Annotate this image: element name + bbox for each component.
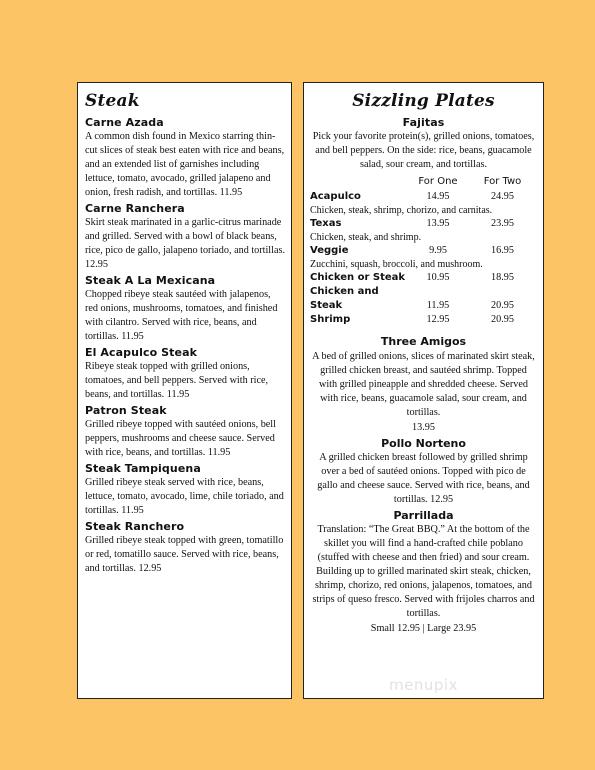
price-for-one: 14.95	[426, 191, 450, 202]
price-for-two: 23.95	[491, 218, 514, 229]
parrillada-title: Parrillada	[393, 509, 454, 522]
price-for-one: 10.95	[426, 272, 450, 283]
fajitas-price-table	[310, 174, 537, 327]
fajita-name: Veggie	[310, 245, 349, 256]
sizzling-plates-panel	[303, 82, 544, 699]
for-one-header: For One	[418, 176, 458, 187]
for-two-header: For Two	[483, 176, 522, 187]
steak-item-name: Steak A La Mexicana	[85, 274, 216, 287]
steak-item-description: Skirt steak marinated in a garlic-citrus marinade and grilled. Served with a bowl of black beans, rice, pico de gallo, jalapeno toriado, and tortillas. 12.95	[85, 217, 286, 270]
price-for-two: 20.95	[491, 300, 514, 311]
fajita-row	[310, 313, 537, 327]
parrillada-description: Translation: “The Great BBQ.” At the bottom of the skillet you will find a hand-crafted chile poblano (stuffed with cheese and then fried) and sour cream. Building up to grilled marinated skirt steak, chicken, shrimp, chorizo, red onions, jalapenos, tomatoes, and strips of queso fresco. Served with frijoles charros and tortillas.	[312, 524, 535, 619]
three-amigos-title: Three Amigos	[380, 335, 467, 348]
fajita-note: Chicken, steak, and shrimp.	[310, 232, 422, 243]
pollo-norteno-title: Pollo Norteno	[381, 437, 466, 450]
fajita-row	[310, 271, 537, 285]
fajita-rows	[310, 190, 537, 327]
steak-item-description: Ribeye steak topped with grilled onions, tomatoes, and bell peppers. Served with rice, beans, and tortillas. 11.95	[85, 361, 269, 400]
fajita-note: Zucchini, squash, broccoli, and mushroom.	[310, 259, 483, 270]
fajita-note: Chicken, steak, shrimp, chorizo, and carnitas.	[310, 205, 493, 216]
fajitas-title: Fajitas	[402, 116, 445, 129]
price-for-two: 24.95	[491, 191, 514, 202]
fajita-name: Chicken and Steak	[310, 286, 379, 311]
steak-items	[85, 115, 285, 576]
fajita-name: Shrimp	[310, 314, 351, 325]
price-for-one: 12.95	[426, 314, 450, 325]
steak-item-name: El Acapulco Steak	[85, 346, 198, 359]
price-for-two: 20.95	[491, 314, 514, 325]
parrillada-sizes: Small 12.95 | Large 23.95	[370, 623, 477, 634]
fajita-name: Chicken or Steak	[310, 272, 406, 283]
steak-item-description: Grilled ribeye steak served with rice, beans, lettuce, tomato, avocado, lime, chile toriado, and tortillas. 11.95	[85, 477, 284, 516]
three-amigos-price: 13.95	[412, 422, 435, 433]
sizzling-plates-title: Sizzling Plates	[352, 91, 495, 111]
price-for-one: 11.95	[426, 300, 450, 311]
three-amigos-description: A bed of grilled onions, slices of marinated skirt steak, grilled chicken breast, and sautéed shrimp. Topped with grilled pineapple and shredded cheese. Served with rice, beans, guacamole salad, sour cream, and tortillas.	[312, 351, 535, 418]
steak-item-name: Steak Ranchero	[85, 520, 185, 533]
steak-panel	[77, 82, 292, 699]
fajitas-description: Pick your favorite protein(s), grilled onions, tomatoes, and bell peppers. On the side: rice, beans, guacamole salad, sour cream, and tortillas.	[312, 131, 535, 170]
fajita-name: Acapulco	[310, 191, 361, 202]
steak-item-name: Carne Ranchera	[85, 202, 185, 215]
fajita-row	[310, 285, 537, 313]
fajita-row	[310, 217, 537, 231]
fajita-row	[310, 190, 537, 204]
steak-item-description: Grilled ribeye topped with sautéed onions, bell peppers, mushrooms and cheese sauce. Served with rice, beans, and tortillas. 11.95	[85, 419, 276, 458]
pollo-norteno-description: A grilled chicken breast followed by grilled shrimp over a bed of sautéed onions. Topped with pico de gallo and cheese sauce. Served with rice, beans, and tortillas. 12.95	[317, 452, 530, 505]
fajita-name: Texas	[310, 218, 342, 229]
steak-item-name: Carne Azada	[85, 116, 164, 129]
price-for-two: 16.95	[491, 245, 514, 256]
steak-item-description: A common dish found in Mexico starring thin-cut slices of steak best eaten with rice and beans, and an extended list of garnishes including lettuce, tomato, avocado, grilled jalapeno and onion, fresh radish, and tortillas. 11.95	[85, 131, 285, 198]
price-for-two: 18.95	[491, 272, 514, 283]
steak-item-name: Patron Steak	[85, 404, 167, 417]
steak-title: Steak	[85, 91, 140, 111]
fajita-row	[310, 244, 537, 258]
steak-item-description: Chopped ribeye steak sautéed with jalapenos, red onions, mushrooms, tomatoes, and finished with cilantro. Served with rice, beans, and tortillas. 11.95	[85, 289, 278, 342]
steak-item-description: Grilled ribeye steak topped with green, tomatillo or red, tomatillo sauce. Served with rice, beans, and tortillas. 12.95	[85, 535, 284, 574]
price-for-one: 9.95	[429, 245, 447, 256]
steak-item-name: Steak Tampiquena	[85, 462, 201, 475]
price-for-one: 13.95	[426, 218, 450, 229]
watermark: menupix	[389, 676, 458, 694]
